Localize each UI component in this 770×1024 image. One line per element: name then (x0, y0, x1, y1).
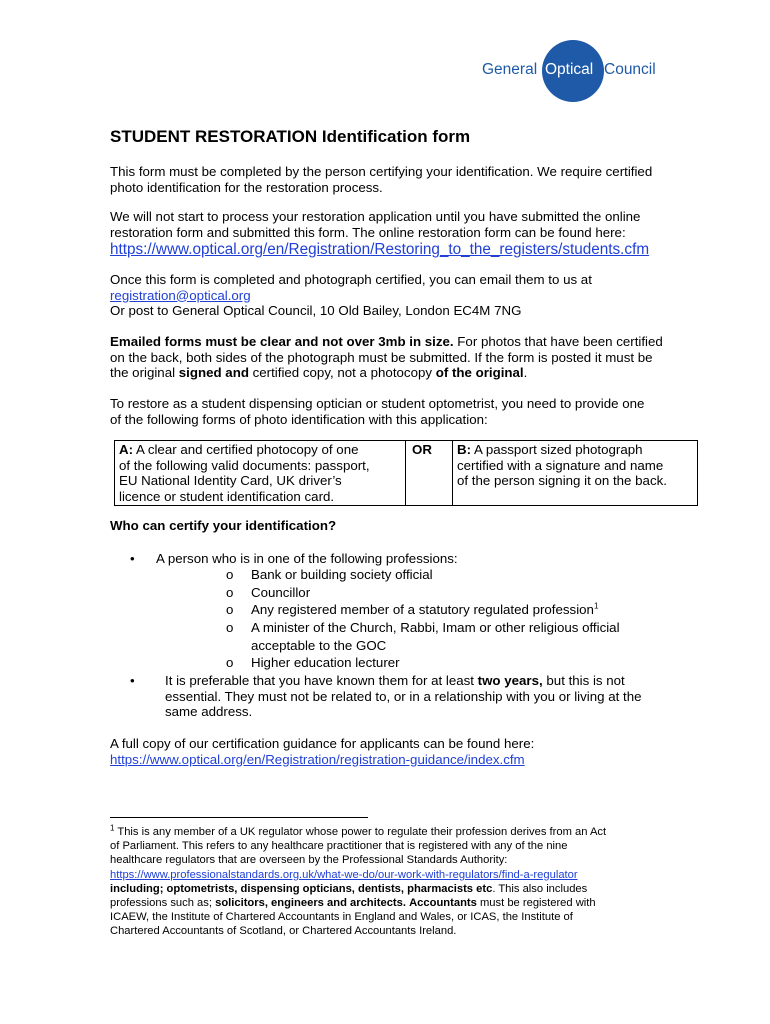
footnote-text: must be registered with (476, 897, 596, 910)
bullet-mark: • (130, 551, 135, 566)
footnote-bold: Accountants (409, 897, 477, 910)
page-title: STUDENT RESTORATION Identification form (110, 127, 471, 146)
or-cell: OR (406, 441, 453, 506)
post-address: Or post to General Optical Council, 10 Old Bailey, London EC4M 7NG (110, 303, 522, 318)
signed-and-bold: signed and (178, 365, 249, 380)
footnote-text: . This also includes (492, 882, 588, 895)
list-item (226, 655, 706, 671)
intro-line: photo identification for the restoration process. (110, 179, 383, 195)
certification-guidance-link[interactable]: https://www.optical.org/en/Registration/registration-guidance/index.cfm (110, 751, 525, 767)
footnote (110, 825, 695, 939)
footnote-bold: including; optometrists, dispensing opticians, dentists, pharmacists etc (110, 882, 493, 895)
list-item (130, 673, 730, 721)
logo-word-optical: Optical (545, 61, 594, 78)
profession-item-cont: acceptable to the GOC (251, 638, 387, 653)
list-item (130, 551, 730, 567)
footnote-reference: 1 (593, 601, 599, 611)
bullet-text: but this is not (542, 673, 625, 688)
footnote-text: of Parliament. This refers to any healthcare practitioner that is registered with any of the nine (110, 840, 568, 853)
two-years-bold: two years, (477, 673, 543, 688)
guidance-line: A full copy of our certification guidance for applicants can be found here: (110, 736, 535, 751)
online-restoration-link[interactable]: https://www.optical.org/en/Registration/Restoring_to_the_registers/students.cfm (110, 241, 650, 258)
emailed-forms-line: on the back, both sides of the photograph must be submitted. If the form is posted it must be (110, 349, 653, 365)
registration-email-link[interactable]: registration@optical.org (110, 287, 251, 303)
bullet-text: A person who is in one of the following professions: (156, 551, 458, 566)
identification-options-table (114, 440, 698, 506)
sub-bullet-mark: o (226, 655, 234, 670)
sub-bullet-mark: o (226, 585, 234, 600)
restore-line: of the following forms of photo identification with this application: (110, 411, 488, 427)
intro-paragraph (110, 164, 720, 195)
emailed-forms-paragraph (110, 334, 720, 381)
profession-item: Bank or building society official (251, 567, 433, 582)
contact-line: Once this form is completed and photograph certified, you can email them to us at (110, 272, 592, 287)
process-line: restoration form and submitted this form. The online restoration form can be found here: (110, 224, 626, 240)
option-a-text: A clear and certified photocopy of one (133, 442, 359, 457)
guidance-paragraph (110, 736, 720, 767)
profession-item: Higher education lecturer (251, 655, 400, 670)
footnote-text: ICAEW, the Institute of Chartered Accountants in England and Wales, or ICAS, the Institute of (110, 911, 573, 924)
option-b-text: A passport sized photograph (471, 442, 643, 457)
of-the-original-bold: of the original (435, 365, 524, 380)
footnote-divider (110, 817, 368, 818)
option-b-label: B: (457, 442, 472, 457)
sub-bullet-mark: o (226, 567, 234, 582)
footnote-text: Chartered Accountants of Scotland, or Chartered Accountants Ireland. (110, 925, 457, 938)
process-paragraph (110, 209, 720, 259)
profession-item: A minister of the Church, Rabbi, Imam or other religious official (251, 620, 620, 635)
bullet-mark: • (130, 673, 135, 688)
who-can-certify-heading: Who can certify your identification? (110, 518, 337, 533)
option-b-text: certified with a signature and name (457, 457, 664, 473)
find-a-regulator-link[interactable]: https://www.professionalstandards.org.uk/what-we-do/our-work-with-regulators/find-a-regulator (110, 868, 578, 881)
intro-line: This form must be completed by the person certifying your identification. We require certified (110, 164, 653, 179)
profession-item: Any registered member of a statutory regulated profession (251, 602, 594, 617)
emailed-forms-text: certified copy, not a photocopy (248, 365, 436, 380)
footnote-text: This is any member of a UK regulator whose power to regulate their profession derives from an Act (114, 826, 607, 838)
option-a-text: EU National Identity Card, UK driver’s (119, 473, 342, 488)
footnote-number: 1 (110, 823, 115, 833)
option-a-text: of the following valid documents: passport, (119, 457, 370, 473)
list-item (226, 585, 706, 601)
bullet-text: same address. (165, 704, 253, 719)
bullet-text: It is preferable that you have known them for at least (165, 673, 478, 688)
logo-word-council: Council (604, 61, 656, 78)
logo-word-general: General (482, 61, 538, 78)
option-a-label: A: (119, 442, 134, 457)
restore-line: To restore as a student dispensing optician or student optometrist, you need to provide one (110, 396, 645, 411)
list-item (226, 620, 706, 654)
footnote-text: professions such as; (110, 897, 216, 910)
list-item (226, 602, 706, 618)
list-item (226, 567, 706, 583)
sub-bullet-mark: o (226, 620, 234, 635)
emailed-forms-text: . (523, 365, 528, 380)
profession-item: Councillor (251, 585, 311, 600)
process-line: We will not start to process your restoration application until you have submitted the online (110, 209, 641, 224)
option-b-cell (453, 441, 698, 506)
emailed-forms-text: For photos that have been certified (453, 334, 663, 349)
sub-bullet-mark: o (226, 602, 234, 617)
footnote-bold: solicitors, engineers and architects. (215, 897, 406, 910)
option-a-cell (115, 441, 406, 506)
contact-paragraph (110, 272, 720, 319)
emailed-forms-text: the original (110, 365, 179, 380)
option-a-text: licence or student identification card. (119, 488, 335, 504)
goc-logo (480, 40, 670, 102)
emailed-forms-bold: Emailed forms must be clear and not over 3mb in size. (110, 334, 454, 349)
footnote-text: healthcare regulators that are overseen by the Professional Standards Authority: (110, 854, 508, 867)
bullet-text: essential. They must not be related to, or in a relationship with you or living at the (165, 688, 642, 704)
restore-paragraph (110, 396, 720, 427)
option-b-text: of the person signing it on the back. (457, 473, 667, 488)
